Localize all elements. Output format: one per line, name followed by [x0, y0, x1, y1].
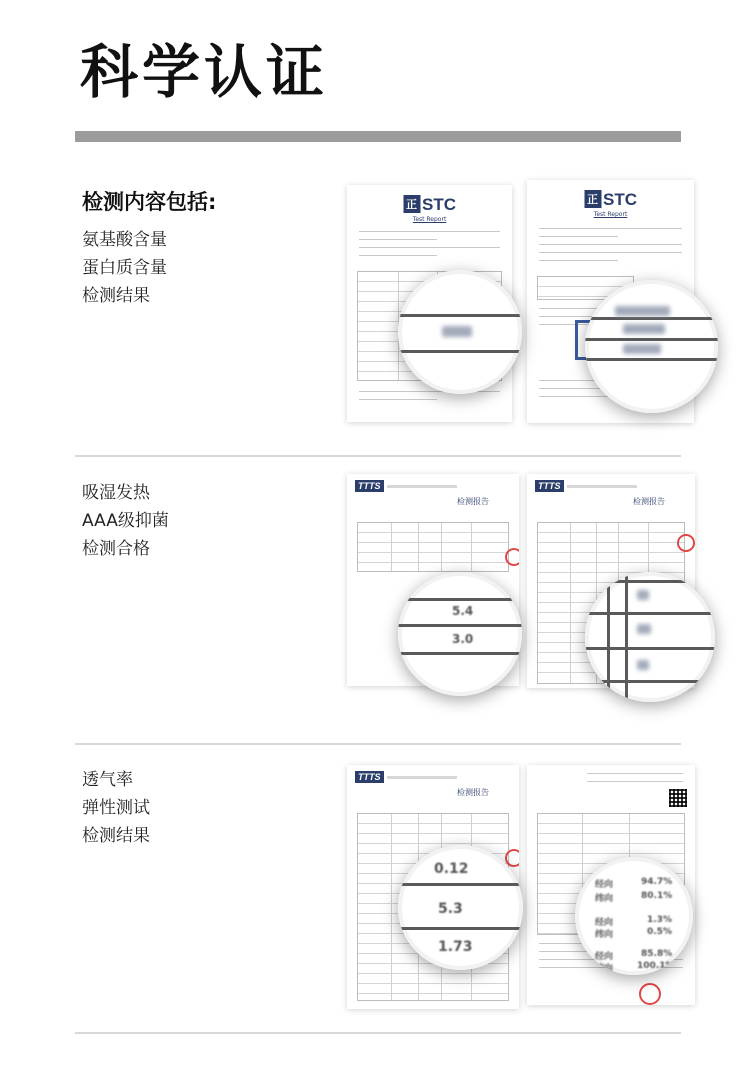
list-item: AAA级抑菌 — [82, 511, 169, 531]
magnified-value: 5.3 — [438, 901, 463, 917]
report-title: 检测报告 — [633, 497, 665, 506]
list-item: 吸湿发热 — [82, 483, 150, 503]
section-divider — [75, 455, 681, 457]
ttts-report-page-1: TTTS 检测报告 — [347, 474, 519, 686]
ttts-report-page-3: TTTS 检测报告 — [347, 765, 519, 1009]
list-item: 检测结果 — [82, 286, 150, 306]
magnified-label: 纬向 — [595, 964, 614, 974]
magnified-value: 94.7% — [641, 877, 673, 887]
magnified-value: 100.1% — [637, 961, 675, 971]
page-title: 科学认证 — [80, 38, 329, 106]
magnifier-heat-values — [398, 572, 522, 696]
magnifier-breathability-values — [398, 845, 523, 970]
magnified-label: 纬向 — [595, 930, 614, 940]
stc-subtitle: Test Report — [593, 211, 628, 218]
magnified-value: 1.73 — [438, 939, 473, 955]
list-item: 透气率 — [82, 770, 133, 790]
ttts-report-page-2: TTTS 检测报告 — [527, 474, 695, 688]
section-heading: 检测内容包括: — [82, 190, 217, 214]
magnifier-elasticity-values — [575, 857, 693, 975]
stc-logo: 正 STC — [584, 190, 637, 210]
section-divider — [75, 743, 681, 745]
qr-code-image — [669, 789, 687, 807]
magnified-label: 经向 — [595, 880, 614, 890]
report-title: 检测报告 — [457, 497, 489, 506]
magnified-value: 0.5% — [647, 927, 672, 937]
magnified-label: 经向 — [595, 918, 614, 928]
list-item: 检测合格 — [82, 539, 150, 559]
list-item: 检测结果 — [82, 826, 150, 846]
report-title: 检测报告 — [457, 788, 489, 797]
magnified-value: 5.4 — [452, 604, 474, 618]
magnified-value: 3.0 — [452, 632, 474, 646]
magnified-value: 1.3% — [647, 915, 672, 925]
list-item: 蛋白质含量 — [82, 258, 167, 278]
list-item: 弹性测试 — [82, 798, 150, 818]
magnified-value: 85.8% — [641, 949, 673, 959]
magnified-label: 经向 — [595, 952, 614, 962]
magnified-label: 纬向 — [595, 894, 614, 904]
title-underline-bar — [75, 131, 681, 142]
list-item: 氨基酸含量 — [82, 230, 167, 250]
magnifier-antibacterial-values — [585, 572, 715, 702]
magnified-value: 0.12 — [434, 861, 469, 877]
section-divider — [75, 1032, 681, 1034]
magnifier-protein-result — [585, 280, 718, 413]
stc-logo: 正 STC — [403, 195, 456, 215]
magnified-value: 80.1% — [641, 891, 673, 901]
stc-subtitle: Test Report — [412, 216, 447, 223]
magnifier-amino-result — [398, 270, 522, 394]
